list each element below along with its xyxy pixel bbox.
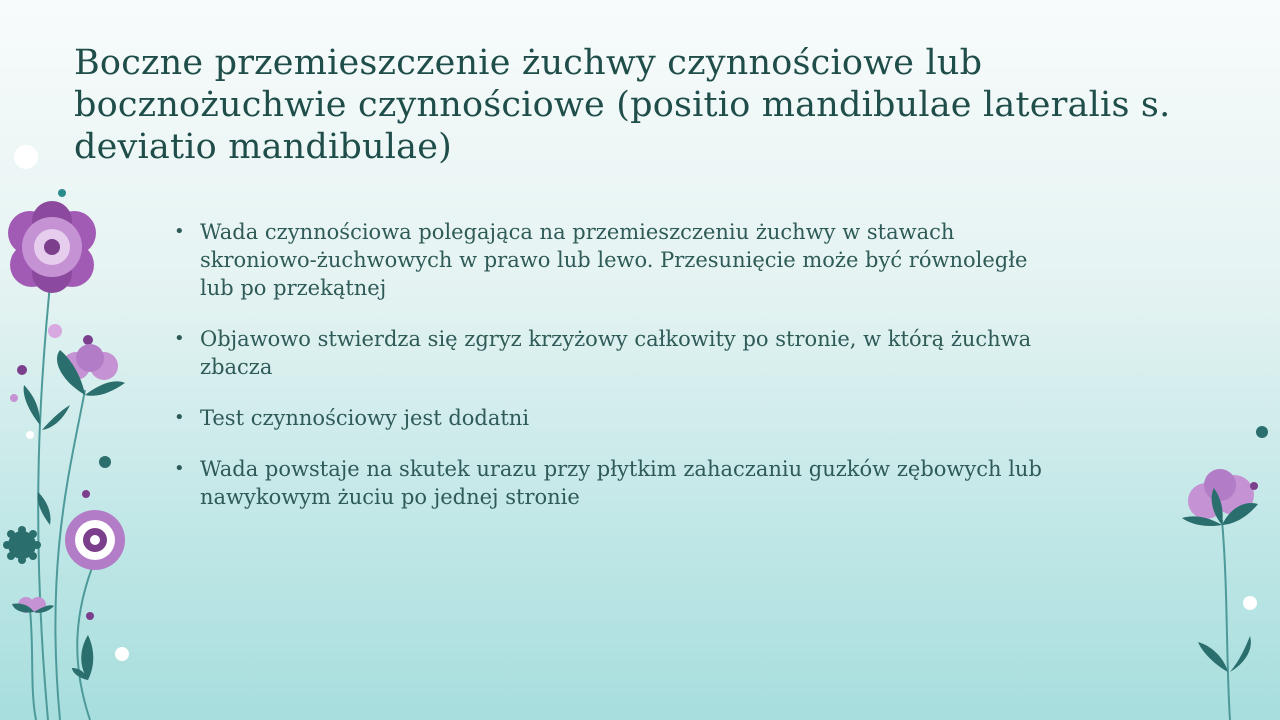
flower-medium-icon [62, 344, 118, 380]
bullet-item [174, 218, 1054, 302]
bullet-marker: • [174, 328, 185, 349]
stem-left-1 [38, 265, 52, 720]
flower-small-icon [18, 597, 46, 613]
stem-right [1222, 520, 1230, 720]
bullet-marker: • [174, 221, 185, 242]
stem-left-2 [55, 390, 85, 720]
flower-ring-icon [65, 510, 125, 570]
bullet-text: Wada powstaje na skutek urazu przy płytkim zahaczaniu guzków zębowych lub nawykowym żuciu po jednej stronie [200, 457, 1042, 509]
bullet-text: Wada czynnościowa polegająca na przemieszczeniu żuchwy w stawach skroniowo-żuchwowych w prawo lub lewo. Przesunięcie może być równoległe lub po przekątnej [200, 220, 1028, 300]
bullet-text: Test czynnościowy jest dodatni [200, 406, 530, 430]
stem-left-4 [30, 610, 36, 720]
flower-right-icon [1188, 469, 1254, 519]
bullet-list [174, 218, 1054, 534]
stem-left-3 [77, 560, 95, 720]
bullet-item [174, 404, 1054, 432]
slide-title: Boczne przemieszczenie żuchwy czynnościowe lub bocznożuchwie czynnościowe (positio mandibulae lateralis s. deviatio mandibulae) [74, 43, 1171, 167]
teal-burst-icon [3, 526, 41, 564]
bullet-item [174, 455, 1054, 511]
bullet-marker: • [174, 458, 185, 479]
bullet-text: Objawowo stwierdza się zgryz krzyżowy całkowity po stronie, w którą żuchwa zbacza [200, 327, 1032, 379]
bullet-marker: • [174, 407, 185, 428]
bullet-item [174, 325, 1054, 381]
flower-large-icon [8, 201, 96, 293]
